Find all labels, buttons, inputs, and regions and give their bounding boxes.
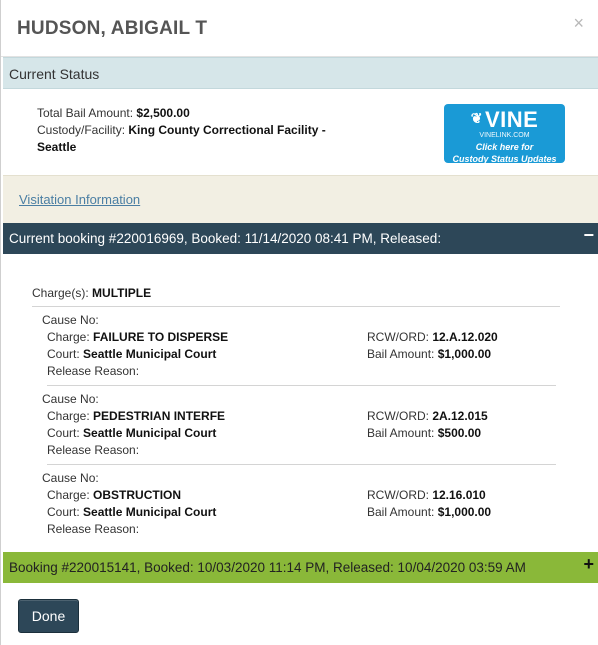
- current-booking-label: Current booking #220016969, Booked: 11/14/2020 08:41 PM, Released:: [9, 231, 442, 246]
- rcw-label: RCW/ORD:: [367, 409, 433, 423]
- charges-summary: [32, 286, 151, 300]
- inmate-name-title: HUDSON, ABIGAIL T: [17, 18, 208, 39]
- current-booking-header[interactable]: [3, 223, 598, 254]
- collapse-icon[interactable]: −: [583, 225, 594, 245]
- close-icon[interactable]: ×: [573, 13, 584, 33]
- vine-cta-line1: Click here for: [475, 142, 534, 152]
- court-value: Seattle Municipal Court: [83, 505, 217, 519]
- cause-no-label: Cause No:: [42, 313, 99, 327]
- current-status-header: [3, 57, 598, 89]
- bail-label: Bail Amount:: [367, 426, 438, 440]
- court-label: Court:: [47, 347, 84, 361]
- rcw-label: RCW/ORD:: [367, 330, 433, 344]
- total-bail-value: $2,500.00: [136, 106, 190, 120]
- charge-value: OBSTRUCTION: [93, 488, 182, 502]
- custody-line: [37, 122, 367, 156]
- expand-icon[interactable]: +: [583, 554, 594, 574]
- total-bail-line: [37, 105, 367, 122]
- court-label: Court:: [47, 505, 84, 519]
- court-value: Seattle Municipal Court: [83, 347, 217, 361]
- divider: [47, 385, 556, 386]
- vine-button[interactable]: [444, 104, 565, 163]
- rcw-value: 2A.12.015: [432, 409, 488, 423]
- divider: [32, 306, 560, 307]
- rcw-value: 12.A.12.020: [432, 330, 498, 344]
- visitation-section: [3, 175, 598, 223]
- dialog-header: [1, 0, 598, 57]
- current-status-title: Current Status: [9, 66, 100, 82]
- charge-value: FAILURE TO DISPERSE: [93, 330, 229, 344]
- divider: [47, 464, 556, 465]
- vine-logo: ❦VINE: [470, 107, 539, 132]
- vine-sprout-icon: ❦: [470, 110, 483, 126]
- rcw-value: 12.16.010: [432, 488, 486, 502]
- court-value: Seattle Municipal Court: [83, 426, 217, 440]
- bail-label: Bail Amount:: [367, 347, 438, 361]
- bail-value: $1,000.00: [437, 347, 492, 361]
- charge-value: PEDESTRIAN INTERFE: [93, 409, 226, 423]
- release-reason-label: Release Reason:: [47, 443, 140, 457]
- vine-url: VINELINK.COM: [479, 132, 530, 139]
- charges-label: Charge(s):: [32, 286, 93, 300]
- bail-label: Bail Amount:: [367, 505, 438, 519]
- total-bail-label: Total Bail Amount:: [37, 106, 137, 120]
- bail-value: $1,000.00: [437, 505, 492, 519]
- bail-value: $500.00: [437, 426, 482, 440]
- cause-no-label: Cause No:: [42, 392, 99, 406]
- charge-label: Charge:: [47, 409, 94, 423]
- rcw-label: RCW/ORD:: [367, 488, 433, 502]
- charge-label: Charge:: [47, 330, 94, 344]
- visitation-info-link[interactable]: Visitation Information: [19, 192, 141, 207]
- cause-no-label: Cause No:: [42, 471, 99, 485]
- past-booking-header[interactable]: [3, 552, 598, 583]
- release-reason-label: Release Reason:: [47, 364, 140, 378]
- release-reason-label: Release Reason:: [47, 522, 140, 536]
- status-info: [37, 105, 367, 156]
- vine-cta-line2: Custody Status Updates: [452, 154, 557, 164]
- charges-value: MULTIPLE: [92, 286, 152, 300]
- charge-item: [42, 391, 562, 459]
- past-booking-label: Booking #220015141, Booked: 10/03/2020 11:14 PM, Released: 10/04/2020 03:59 AM: [9, 560, 526, 575]
- charge-item: [42, 470, 562, 538]
- done-button[interactable]: Done: [18, 599, 79, 633]
- court-label: Court:: [47, 426, 84, 440]
- charge-item: [42, 312, 562, 380]
- custody-label: Custody/Facility:: [37, 123, 129, 137]
- custody-value: King County Correctional Facility - Seattle: [37, 123, 326, 154]
- charge-label: Charge:: [47, 488, 94, 502]
